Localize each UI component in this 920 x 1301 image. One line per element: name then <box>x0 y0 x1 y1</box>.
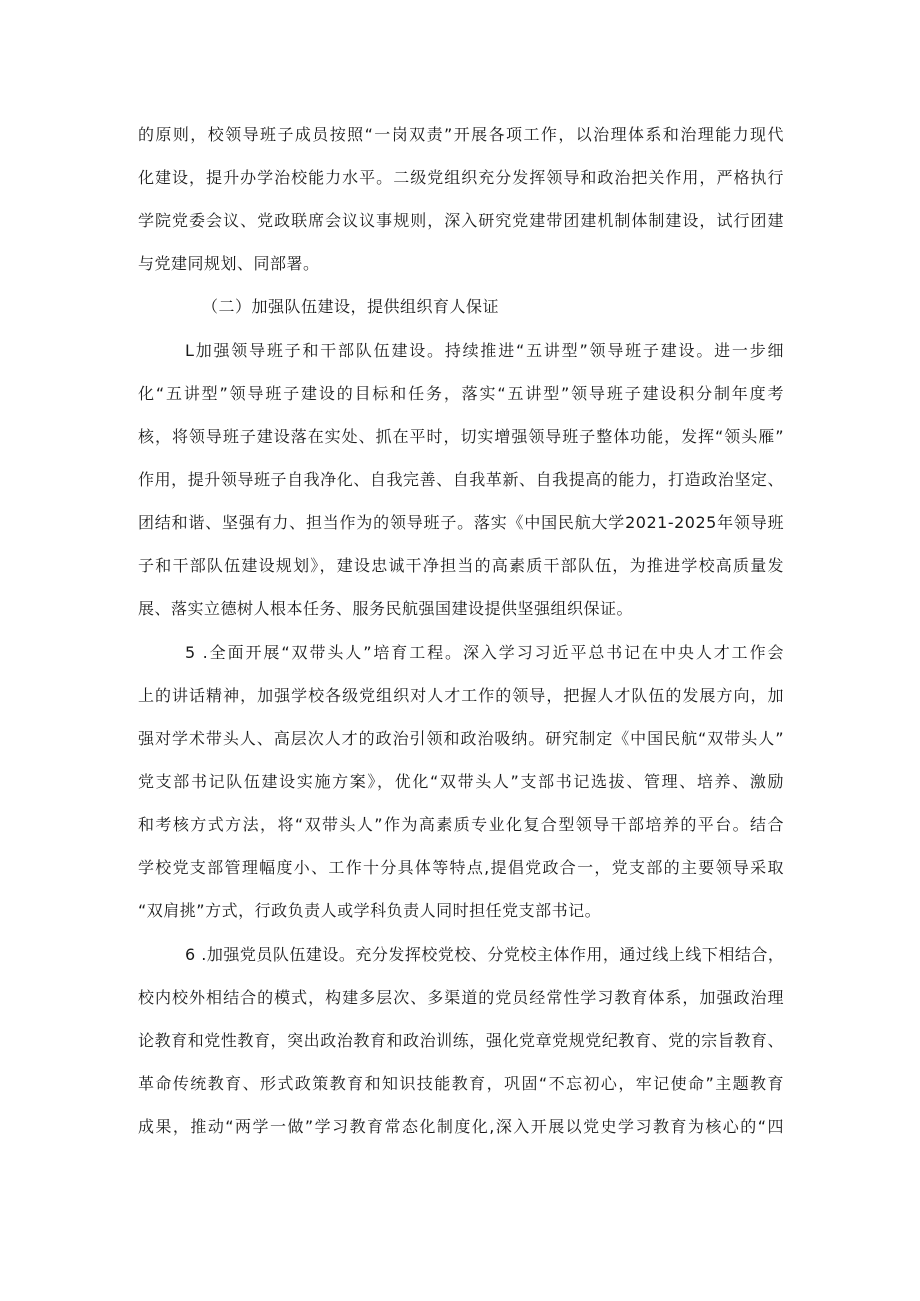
text-line: 强对学术带头人、高层次人才的政治引领和政治吸纳。研究制定《中国民航“双带头人” <box>138 729 784 748</box>
text-line: 核，将领导班子建设落在实处、抓在平时，切实增强领导班子整体功能，发挥“领头雁” <box>138 427 784 446</box>
text-line: 校内校外相结合的模式，构建多层次、多渠道的党员经常性学习教育体系，加强政治理 <box>138 988 784 1007</box>
text-line: 子和干部队伍建设规划》，建设忠诚干净担当的高素质干部队伍，为推进学校高质量发 <box>138 556 784 575</box>
text-line: 展、落实立德树人根本任务、服务民航强国建设提供坚强组织保证。 <box>138 599 634 618</box>
text-line: 团结和谐、坚强有力、担当作为的领导班子。落实《中国民航大学2021-2025年领导班 <box>138 513 784 532</box>
text-line: L加强领导班子和干部队伍建设。持续推进“五讲型”领导班子建设。进一步细 <box>185 341 784 360</box>
text-line: 论教育和党性教育，突出政治教育和政治训练，强化党章党规党纪教育、党的宗旨教育、 <box>138 1031 784 1050</box>
text-line: 作用，提升领导班子自我净化、自我完善、自我革新、自我提高的能力，打造政治坚定、 <box>138 470 784 489</box>
text-line: 5 .全面开展“双带头人”培育工程。深入学习习近平总书记在中央人才工作会 <box>185 643 784 662</box>
text-line: 革命传统教育、形式政策教育和知识技能教育，巩固“不忘初心，牢记使命”主题教育 <box>138 1074 784 1093</box>
text-line: 学院党委会议、党政联席会议议事规则，深入研究党建带团建机制体制建设，试行团建 <box>138 211 784 230</box>
text-line: 化“五讲型”领导班子建设的目标和任务，落实“五讲型”领导班子建设积分制年度考 <box>138 384 784 403</box>
text-line: 成果，推动“两学一做”学习教育常态化制度化,深入开展以党史学习教育为核心的“四 <box>138 1117 784 1136</box>
text-line: 化建设，提升办学治校能力水平。二级党组织充分发挥领导和政治把关作用，严格执行 <box>138 168 784 187</box>
text-line: 上的讲话精神，加强学校各级党组织对人才工作的领导，把握人才队伍的发展方向，加 <box>138 686 784 705</box>
text-line: 的原则，校领导班子成员按照“一岗双责”开展各项工作，以治理体系和治理能力现代 <box>138 125 784 144</box>
text-line: 学校党支部管理幅度小、工作十分具体等特点,提倡党政合一，党支部的主要领导采取 <box>138 858 784 877</box>
text-line: 与党建同规划、同部署。 <box>138 254 320 273</box>
text-line: 党支部书记队伍建设实施方案》，优化“双带头人”支部书记选拔、管理、培养、激励 <box>138 772 784 791</box>
text-line: 6 .加强党员队伍建设。充分发挥校党校、分党校主体作用，通过线上线下相结合， <box>185 945 784 964</box>
text-line: “双肩挑”方式，行政负责人或学科负责人同时担任党支部书记。 <box>138 901 602 920</box>
section-heading: （二）加强队伍建设，提供组织育人保证 <box>202 297 500 316</box>
text-line: 和考核方式方法，将“双带头人”作为高素质专业化复合型领导干部培养的平台。结合 <box>138 815 784 834</box>
